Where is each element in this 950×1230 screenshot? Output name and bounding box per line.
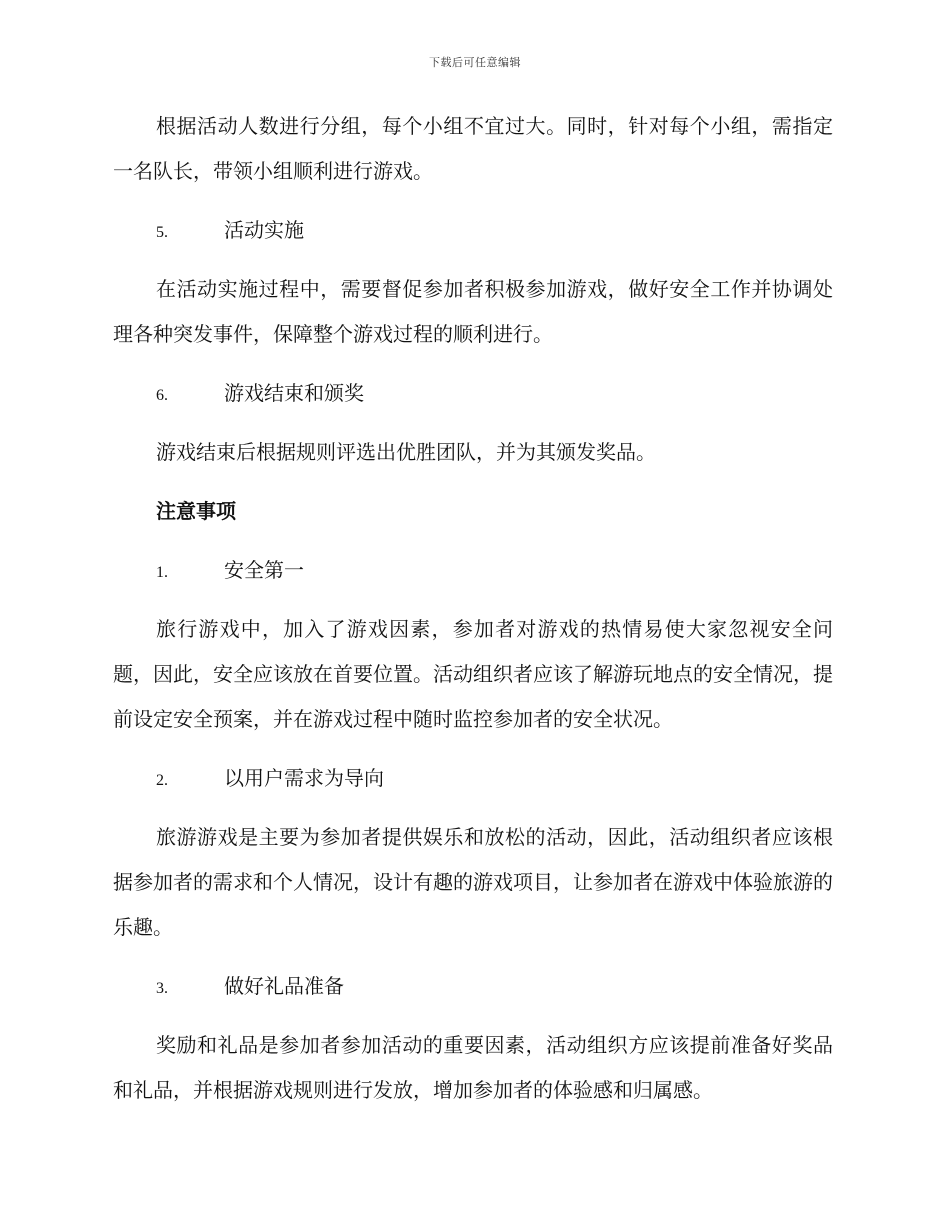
paragraph-user-needs: 旅游游戏是主要为参加者提供娱乐和放松的活动，因此，活动组织者应该根据参加者的需求和个人情况，设计有趣的游戏项目，让参加者在游戏中体验旅游的乐趣。	[113, 825, 833, 939]
list-item-safety-first	[113, 548, 833, 593]
list-number: 5.	[156, 224, 168, 241]
list-heading: 活动实施	[224, 218, 304, 242]
list-number: 3.	[156, 980, 168, 997]
list-item-game-end-awards	[113, 371, 833, 416]
paragraph-awards: 游戏结束后根据规则评选出优胜团队，并为其颁发奖品。	[156, 440, 656, 464]
list-heading: 游戏结束和颁奖	[224, 381, 364, 405]
section-title-notes: 注意事项	[156, 499, 236, 523]
list-item-gift-preparation	[113, 964, 833, 1009]
page-header: 下载后可任意编辑	[429, 56, 521, 69]
list-heading: 安全第一	[224, 558, 304, 582]
paragraph-gifts: 奖励和礼品是参加者参加活动的重要因素，活动组织方应该提前准备好奖品和礼品，并根据游戏规则进行发放，增加参加者的体验感和归属感。	[113, 1033, 833, 1102]
list-heading: 做好礼品准备	[224, 974, 344, 998]
list-heading: 以用户需求为导向	[224, 766, 384, 790]
paragraph-safety: 旅行游戏中，加入了游戏因素，参加者对游戏的热情易使大家忽视安全问题，因此，安全应该放在首要位置。活动组织者应该了解游玩地点的安全情况，提前设定安全预案，并在游戏过程中随时监控参加者的安全状况。	[113, 617, 833, 731]
paragraph-implementation: 在活动实施过程中，需要督促参加者积极参加游戏，做好安全工作并协调处理各种突发事件，保障整个游戏过程的顺利进行。	[113, 277, 833, 346]
list-number: 1.	[156, 564, 168, 581]
paragraph-grouping: 根据活动人数进行分组，每个小组不宜过大。同时，针对每个小组，需指定一名队长，带领小组顺利进行游戏。	[113, 114, 833, 183]
list-number: 6.	[156, 387, 168, 404]
list-item-activity-implementation	[113, 208, 833, 253]
list-item-user-oriented	[113, 756, 833, 801]
list-number: 2.	[156, 772, 168, 789]
document-body	[113, 104, 833, 1127]
